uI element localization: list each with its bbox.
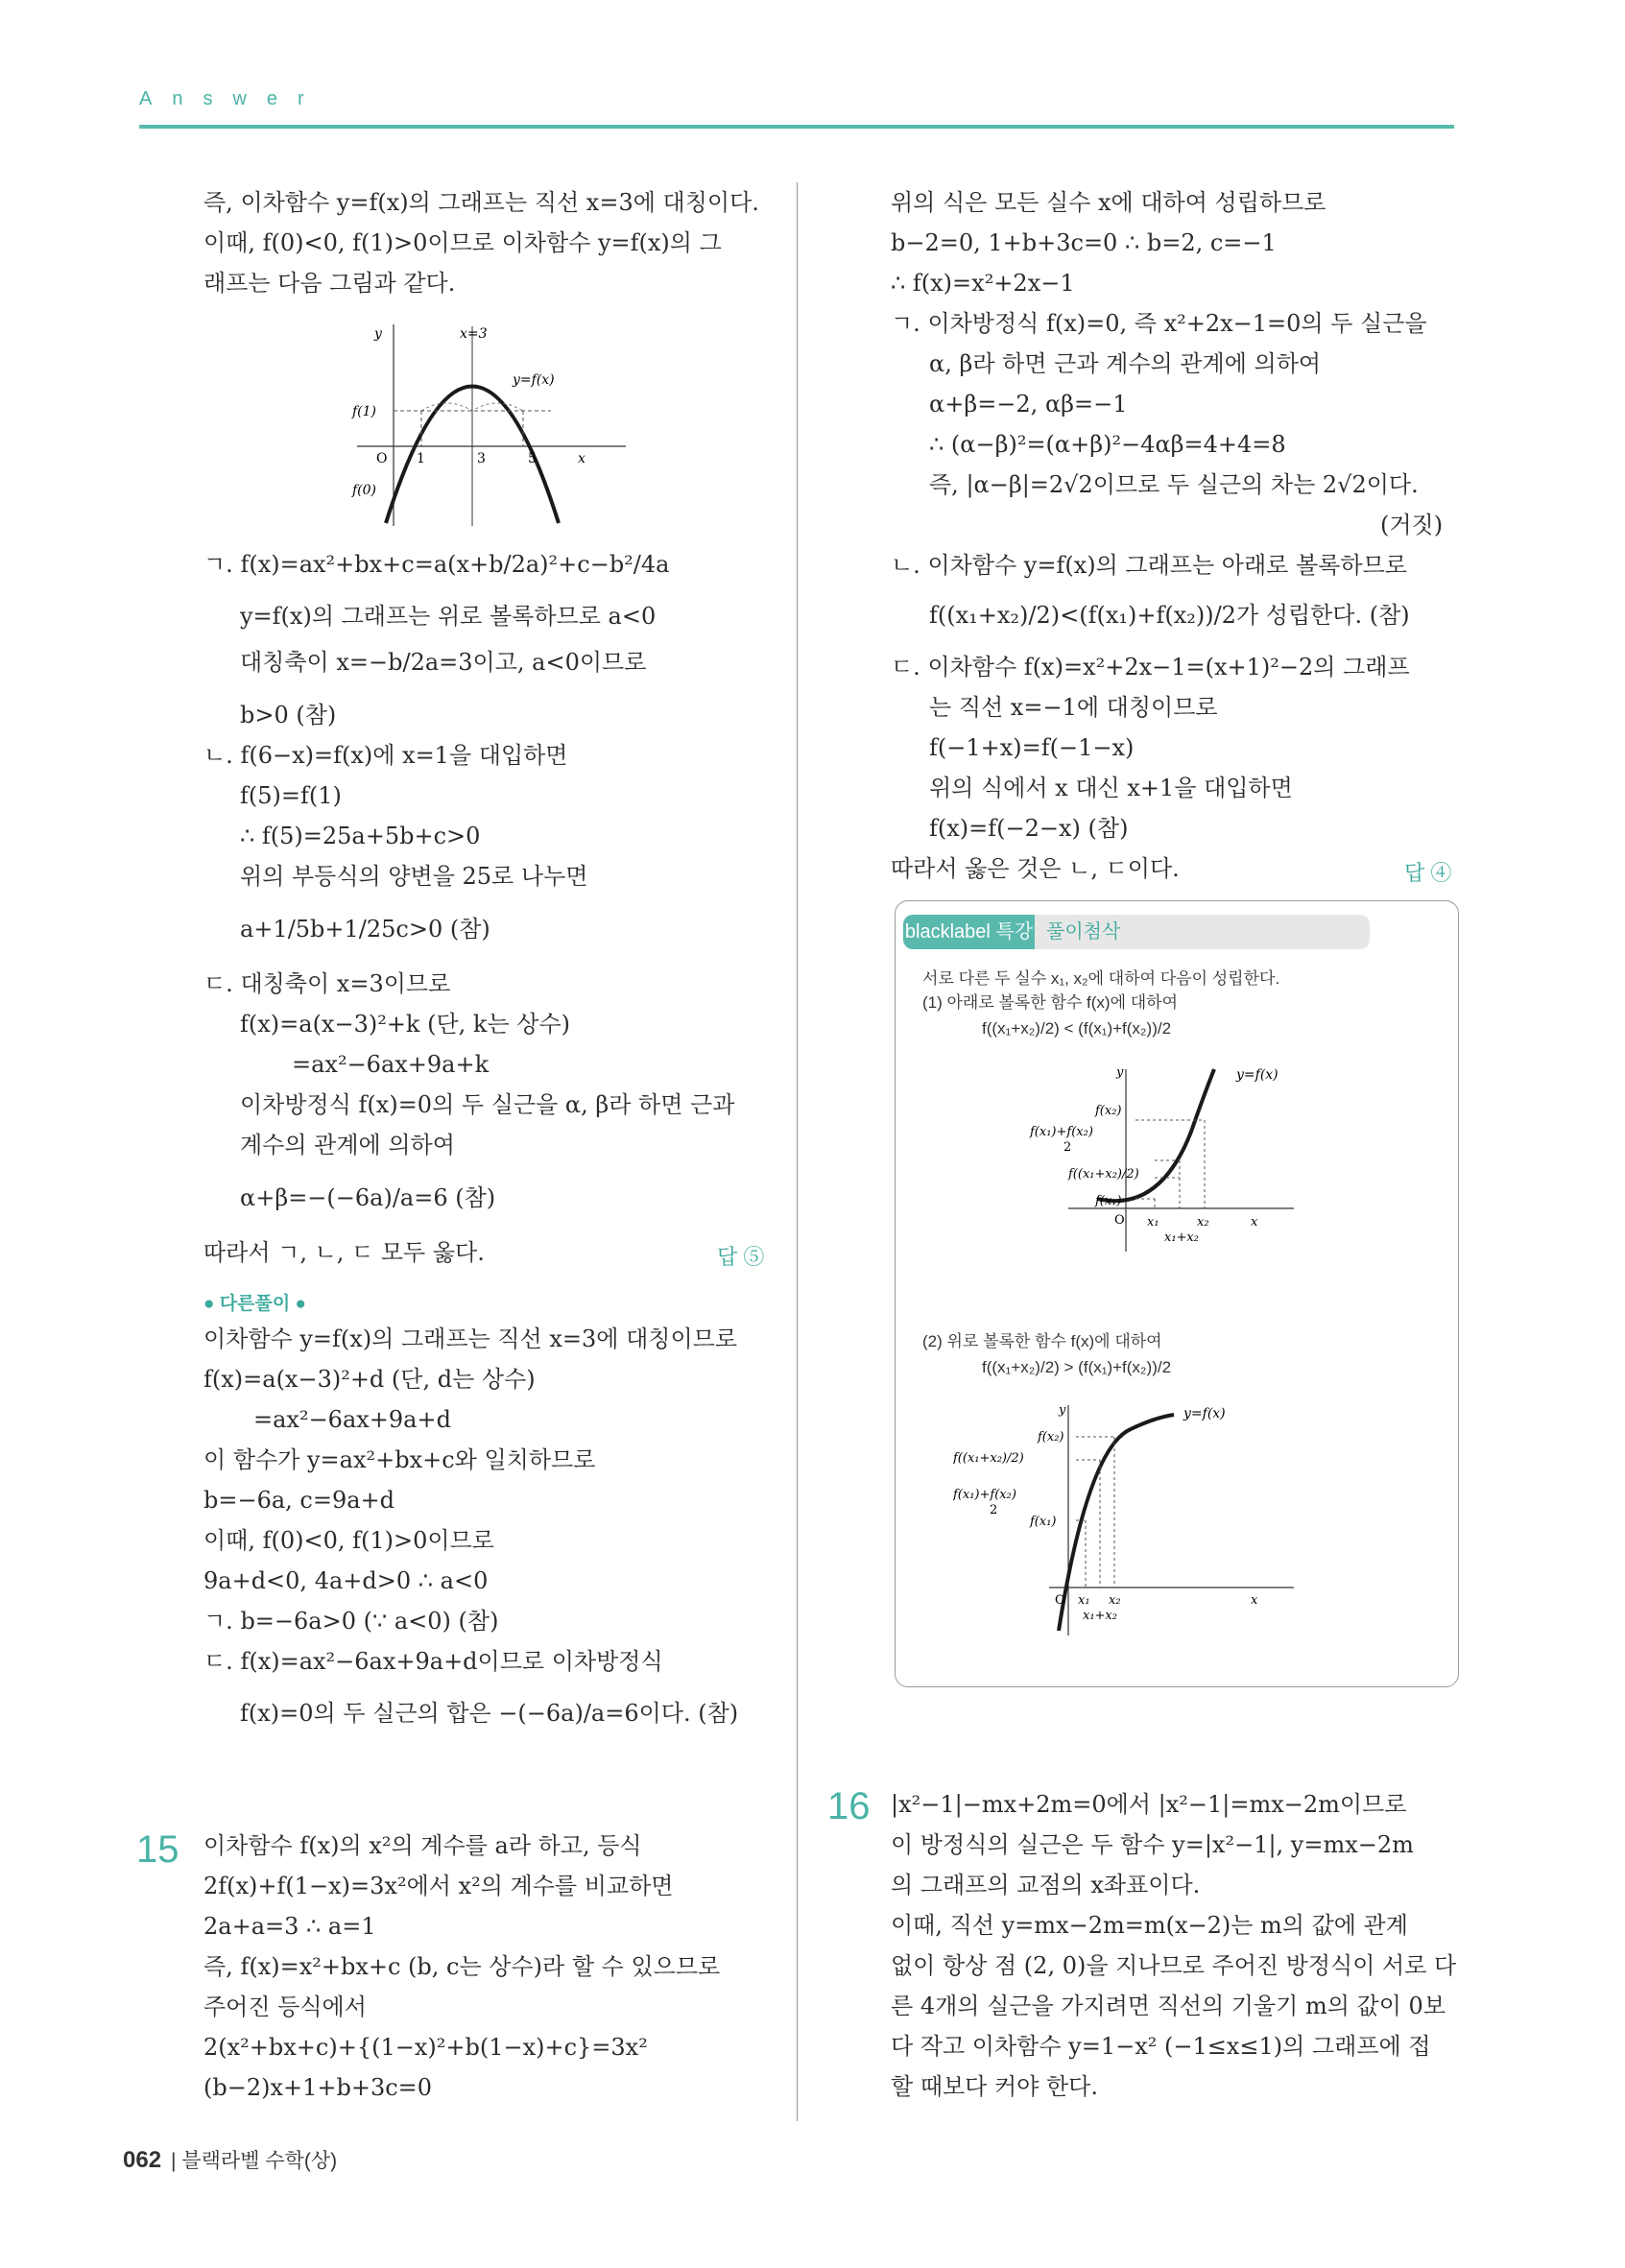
g2-avg: f(x₁)+f(x₂) (953, 1488, 1016, 1502)
g1-x2: x₂ (1197, 1215, 1209, 1229)
header-rule (139, 125, 1454, 129)
page-number: 062 (123, 2147, 162, 2173)
text-line: 래프는 다음 그림과 같다. (203, 270, 456, 297)
text-line: 이차함수 f(x)의 x²의 계수를 a라 하고, 등식 (203, 1832, 642, 1859)
g1-y-label: y (1116, 1065, 1124, 1080)
text-line: f(x)=0의 두 실근의 합은 −(−6a)/a=6이다. (참) (240, 1700, 739, 1727)
g2-mid: x₁+x₂ (1083, 1609, 1117, 1623)
text-line: 2(x²+bx+c)+{(1−x)²+b(1−x)+c}=3x² (203, 2034, 648, 2061)
text-line: b−2=0, 1+b+3c=0 ∴ b=2, c=−1 (891, 229, 1277, 256)
text-line: 계수의 관계에 의하여 (240, 1132, 455, 1158)
text-line: y=f(x)의 그래프는 위로 볼록하므로 a<0 (240, 603, 657, 630)
text-line: 따라서 옳은 것은 ㄴ, ㄷ이다. (891, 855, 1180, 882)
text-line: α, β라 하면 근과 계수의 관계에 의하여 (929, 350, 1322, 377)
question-number-15: 15 (136, 1828, 179, 1871)
text-line: 다 작고 이차함수 y=1−x² (−1≤x≤1)의 그래프에 접 (891, 2033, 1431, 2060)
blacklabel-note-box (895, 900, 1459, 1687)
text-line: 이때, f(0)<0, f(1)>0이므로 (203, 1527, 494, 1554)
answer-label: 답 ④ (1404, 861, 1452, 885)
text-line: 2a+a=3 ∴ a=1 (203, 1913, 376, 1940)
text-line: 이때, 직선 y=mx−2m=m(x−2)는 m의 값에 관계 (891, 1912, 1408, 1939)
text-line: 주어진 등식에서 (203, 1993, 367, 2020)
text-line: ㄴ. 이차함수 y=f(x)의 그래프는 아래로 볼록하므로 (891, 552, 1407, 579)
convex-up-graph (953, 1400, 1299, 1640)
g1-x-label: x (1251, 1215, 1258, 1229)
box-case1-ineq: f((x₁+x₂)/2) < (f(x₁)+f(x₂))/2 (982, 1019, 1172, 1038)
text-line: f(x)=f(−2−x) (참) (929, 815, 1129, 842)
g1-curve-label: y=f(x) (1236, 1067, 1278, 1083)
g1-avg: f(x₁)+f(x₂) (1030, 1125, 1093, 1139)
text-line: f(−1+x)=f(−1−x) (929, 734, 1135, 761)
question-number-16: 16 (827, 1785, 871, 1827)
g2-curve-label: y=f(x) (1183, 1406, 1226, 1421)
section-header: Answer (139, 88, 324, 109)
text-line: 즉, f(x)=x²+bx+c (b, c는 상수)라 할 수 있으므로 (203, 1953, 721, 1980)
graph-tick-5: 5 (528, 451, 537, 466)
g1-x1: x₁ (1147, 1215, 1159, 1229)
text-line: ㄷ. 대칭축이 x=3이므로 (203, 970, 451, 997)
graph-curve-label: y=f(x) (513, 372, 555, 388)
text-line: 따라서 ㄱ, ㄴ, ㄷ 모두 옳다. (203, 1239, 485, 1266)
text-line: α+β=−2, αβ=−1 (929, 391, 1128, 418)
box-intro: 서로 다른 두 실수 x₁, x₂에 대하여 다음이 성립한다. (922, 969, 1280, 988)
g2-y-label: y (1059, 1403, 1066, 1418)
graph-f0-label: f(0) (352, 483, 377, 498)
text-line: 없이 항상 점 (2, 0)을 지나므로 주어진 방정식이 서로 다 (891, 1952, 1457, 1979)
text-line: b>0 (참) (240, 702, 337, 728)
graph-origin-label: O (376, 451, 388, 466)
text-line: 른 4개의 실근을 가지려면 직선의 기울기 m의 값이 0보 (891, 1993, 1446, 2019)
text-line: b=−6a, c=9a+d (203, 1487, 395, 1514)
graph-y-label: y (374, 326, 382, 342)
text-line: 의 그래프의 교점의 x좌표이다. (891, 1872, 1201, 1898)
text-line: ㄷ. f(x)=ax²−6ax+9a+d이므로 이차방정식 (203, 1648, 663, 1675)
text-line: |x²−1|−mx+2m=0에서 |x²−1|=mx−2m이므로 (891, 1791, 1407, 1818)
text-line: a+1/5b+1/25c>0 (참) (240, 916, 490, 943)
text-line: =ax²−6ax+9a+k (292, 1051, 490, 1078)
g2-origin: O (1055, 1593, 1065, 1608)
box-case2: (2) 위로 볼록한 함수 f(x)에 대하여 (922, 1332, 1162, 1350)
answer-label: 답 ⑤ (717, 1245, 765, 1269)
text-line: 이차함수 y=f(x)의 그래프는 직선 x=3에 대칭이므로 (203, 1325, 737, 1352)
text-line: f(x)=a(x−3)²+d (단, d는 상수) (203, 1366, 536, 1393)
parabola-graph (347, 317, 635, 528)
text-line: 2f(x)+f(1−x)=3x²에서 x²의 계수를 비교하면 (203, 1873, 674, 1899)
text-line: 이때, f(0)<0, f(1)>0이므로 이차함수 y=f(x)의 그 (203, 229, 722, 256)
text-line: ㄱ. 이차방정식 f(x)=0, 즉 x²+2x−1=0의 두 실근을 (891, 310, 1427, 337)
text-line: 이 함수가 y=ax²+bx+c와 일치하므로 (203, 1446, 596, 1473)
text-line: 즉, 이차함수 y=f(x)의 그래프는 직선 x=3에 대칭이다. (203, 189, 759, 216)
text-line: 위의 식에서 x 대신 x+1을 대입하면 (929, 775, 1293, 801)
text-line: 위의 부등식의 양변을 25로 나누면 (240, 863, 588, 890)
text-line: (거짓) (1380, 512, 1444, 538)
text-line: 할 때보다 커야 한다. (891, 2073, 1098, 2100)
column-divider (797, 182, 798, 2121)
alt-solution-label: ● 다른풀이 ● (203, 1294, 306, 1314)
g2-fx1: f(x₁) (1030, 1515, 1057, 1529)
text-line: 이 방정식의 실근은 두 함수 y=|x²−1|, y=mx−2m (891, 1831, 1414, 1858)
graph-axis-label: x=3 (460, 326, 488, 342)
text-line: 이차방정식 f(x)=0의 두 실근을 α, β라 하면 근과 (240, 1091, 735, 1118)
text-line: f((x₁+x₂)/2)<(f(x₁)+f(x₂))/2가 성립한다. (참) (929, 602, 1410, 629)
text-line: 9a+d<0, 4a+d>0 ∴ a<0 (203, 1567, 489, 1594)
text-line: ㄴ. f(6−x)=f(x)에 x=1을 대입하면 (203, 742, 568, 769)
text-line: ∴ (α−β)²=(α+β)²−4αβ=4+4=8 (929, 431, 1286, 458)
g2-x-label: x (1251, 1593, 1258, 1608)
text-line: 즉, |α−β|=2√2이므로 두 실근의 차는 2√2이다. (929, 471, 1419, 498)
text-line: 위의 식은 모든 실수 x에 대하여 성립하므로 (891, 189, 1326, 216)
g2-fx2: f(x₂) (1038, 1430, 1064, 1444)
box-case2-ineq: f((x₁+x₂)/2) > (f(x₁)+f(x₂))/2 (982, 1358, 1172, 1376)
graph-f1-label: f(1) (352, 404, 377, 419)
graph-tick-1: 1 (417, 451, 425, 466)
box-case1: (1) 아래로 볼록한 함수 f(x)에 대하여 (922, 993, 1179, 1012)
convex-down-graph (953, 1064, 1299, 1256)
g1-fx1: f(x₁) (1095, 1194, 1122, 1208)
text-line: f(x)=a(x−3)²+k (단, k는 상수) (240, 1011, 570, 1038)
text-line: =ax²−6ax+9a+d (253, 1406, 451, 1433)
page-footer (123, 2145, 337, 2174)
g2-fmid: f((x₁+x₂)/2) (953, 1451, 1024, 1466)
box-tab-subtitle: 풀이첨삭 (1035, 915, 1370, 949)
text-line: ㄱ. b=−6a>0 (∵ a<0) (참) (203, 1608, 499, 1635)
graph-tick-3: 3 (477, 451, 486, 466)
text-line: ∴ f(x)=x²+2x−1 (891, 270, 1075, 297)
g2-x1: x₁ (1078, 1593, 1090, 1608)
g1-fx2: f(x₂) (1095, 1104, 1122, 1118)
book-title: | 블랙라벨 수학(상) (171, 2150, 338, 2172)
text-line: 는 직선 x=−1에 대칭이므로 (929, 694, 1218, 721)
g1-two: 2 (1063, 1140, 1072, 1155)
box-tab-title: blacklabel 특강 (903, 915, 1035, 949)
g2-two: 2 (990, 1503, 998, 1517)
text-line: (b−2)x+1+b+3c=0 (203, 2074, 433, 2101)
g1-mid: x₁+x₂ (1164, 1230, 1199, 1245)
g2-x2: x₂ (1109, 1593, 1121, 1608)
g1-origin: O (1114, 1213, 1125, 1228)
graph-x-label: x (578, 451, 585, 466)
g1-fmid: f((x₁+x₂)/2) (1068, 1167, 1139, 1182)
text-line: ㄷ. 이차함수 f(x)=x²+2x−1=(x+1)²−2의 그래프 (891, 654, 1410, 680)
text-line: ㄱ. f(x)=ax²+bx+c=a(x+b/2a)²+c−b²/4a (203, 551, 670, 578)
text-line: α+β=−(−6a)/a=6 (참) (240, 1184, 496, 1211)
text-line: f(5)=f(1) (240, 782, 342, 809)
text-line: 대칭축이 x=−b/2a=3이고, a<0이므로 (240, 649, 647, 676)
text-line: ∴ f(5)=25a+5b+c>0 (240, 823, 481, 849)
